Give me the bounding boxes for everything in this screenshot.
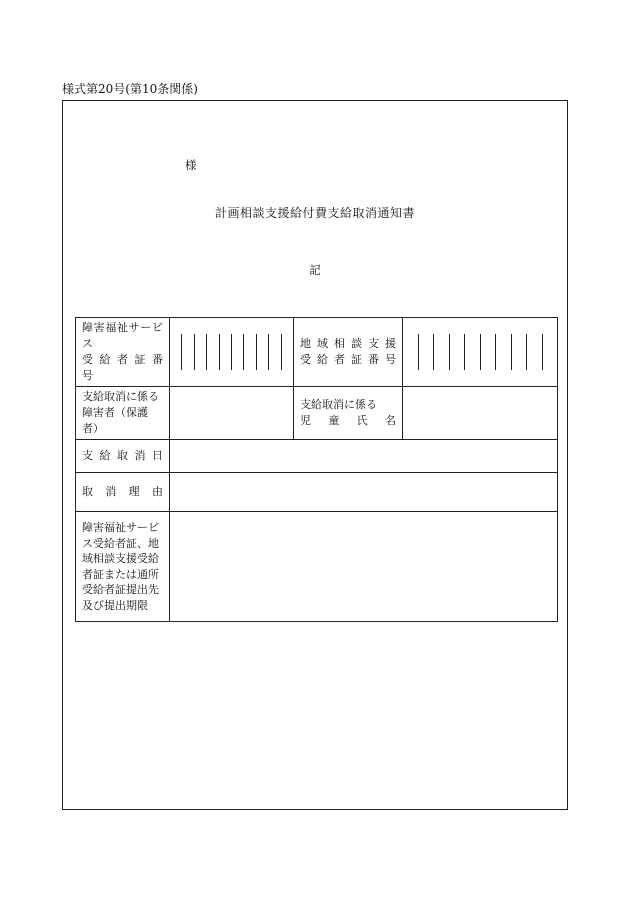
child-name-label xyxy=(294,387,403,440)
digit-box[interactable] xyxy=(403,334,419,370)
document-title: 計画相談支援給付費支給取消通知書 xyxy=(214,206,415,220)
label-line: 児 童 氏 名 xyxy=(300,414,396,427)
digit-box[interactable] xyxy=(207,334,219,370)
digit-box[interactable] xyxy=(450,334,466,370)
table-row xyxy=(76,387,558,440)
label-line: 受 給 者 証 番 号 xyxy=(300,353,396,366)
submission-destination-field[interactable] xyxy=(170,512,558,622)
digit-box[interactable] xyxy=(496,334,512,370)
label-line: 及び提出期限 xyxy=(82,598,148,612)
service-cert-number-label xyxy=(76,318,170,387)
ki-heading: 記 xyxy=(309,263,321,277)
service-cert-number-field[interactable] xyxy=(170,318,294,387)
child-name-field[interactable] xyxy=(403,387,558,440)
table-row xyxy=(76,318,558,387)
table-row xyxy=(76,473,558,512)
label-line: 支給取消に係る xyxy=(82,390,159,403)
regional-cert-number-field[interactable] xyxy=(403,318,558,387)
digit-box[interactable] xyxy=(282,334,293,370)
label-line: 地 域 相 談 支 援 xyxy=(300,337,396,350)
digit-box[interactable] xyxy=(232,334,244,370)
digit-box[interactable] xyxy=(220,334,232,370)
recipient-honorific: 様 xyxy=(185,158,197,172)
submission-destination-label xyxy=(76,512,170,622)
cancellation-reason-label xyxy=(76,473,170,512)
label-line: 障害者（保護者） xyxy=(82,406,148,435)
digit-box[interactable] xyxy=(244,334,256,370)
digit-boxes xyxy=(403,334,557,370)
digit-box[interactable] xyxy=(269,334,281,370)
digit-box[interactable] xyxy=(512,334,528,370)
digit-box[interactable] xyxy=(195,334,207,370)
label-line: 支 給 取 消 日 xyxy=(82,449,163,462)
digit-boxes xyxy=(170,334,293,370)
digit-box[interactable] xyxy=(170,334,182,370)
digit-box[interactable] xyxy=(527,334,543,370)
label-line: 受 給 者 証 番 号 xyxy=(82,353,163,382)
digit-box[interactable] xyxy=(481,334,497,370)
digit-box[interactable] xyxy=(419,334,435,370)
digit-box[interactable] xyxy=(465,334,481,370)
digit-box[interactable] xyxy=(257,334,269,370)
table-row xyxy=(76,440,558,473)
label-line: 支給取消に係る xyxy=(300,398,377,411)
notice-table xyxy=(75,317,558,622)
guardian-field[interactable] xyxy=(170,387,294,440)
label-line: ス受給者証、地 xyxy=(82,536,159,550)
digit-box[interactable] xyxy=(182,334,194,370)
digit-box[interactable] xyxy=(434,334,450,370)
table-row xyxy=(76,512,558,622)
cancellation-date-field[interactable] xyxy=(170,440,558,473)
label-line: 障害福祉サービ xyxy=(82,521,159,534)
label-line: 者証または通所 xyxy=(82,567,159,581)
guardian-label xyxy=(76,387,170,440)
label-line: 域相談支援受給 xyxy=(82,552,159,565)
cancellation-reason-field[interactable] xyxy=(170,473,558,512)
label-line: 受給者証提出先 xyxy=(82,583,159,596)
label-line: 障害福祉サービス xyxy=(82,321,163,350)
form-number: 様式第20号(第10条関係) xyxy=(62,82,198,96)
cancellation-date-label xyxy=(76,440,170,473)
regional-cert-number-label xyxy=(294,318,403,387)
label-line: 取 消 理 由 xyxy=(82,485,163,498)
digit-box[interactable] xyxy=(543,334,558,370)
